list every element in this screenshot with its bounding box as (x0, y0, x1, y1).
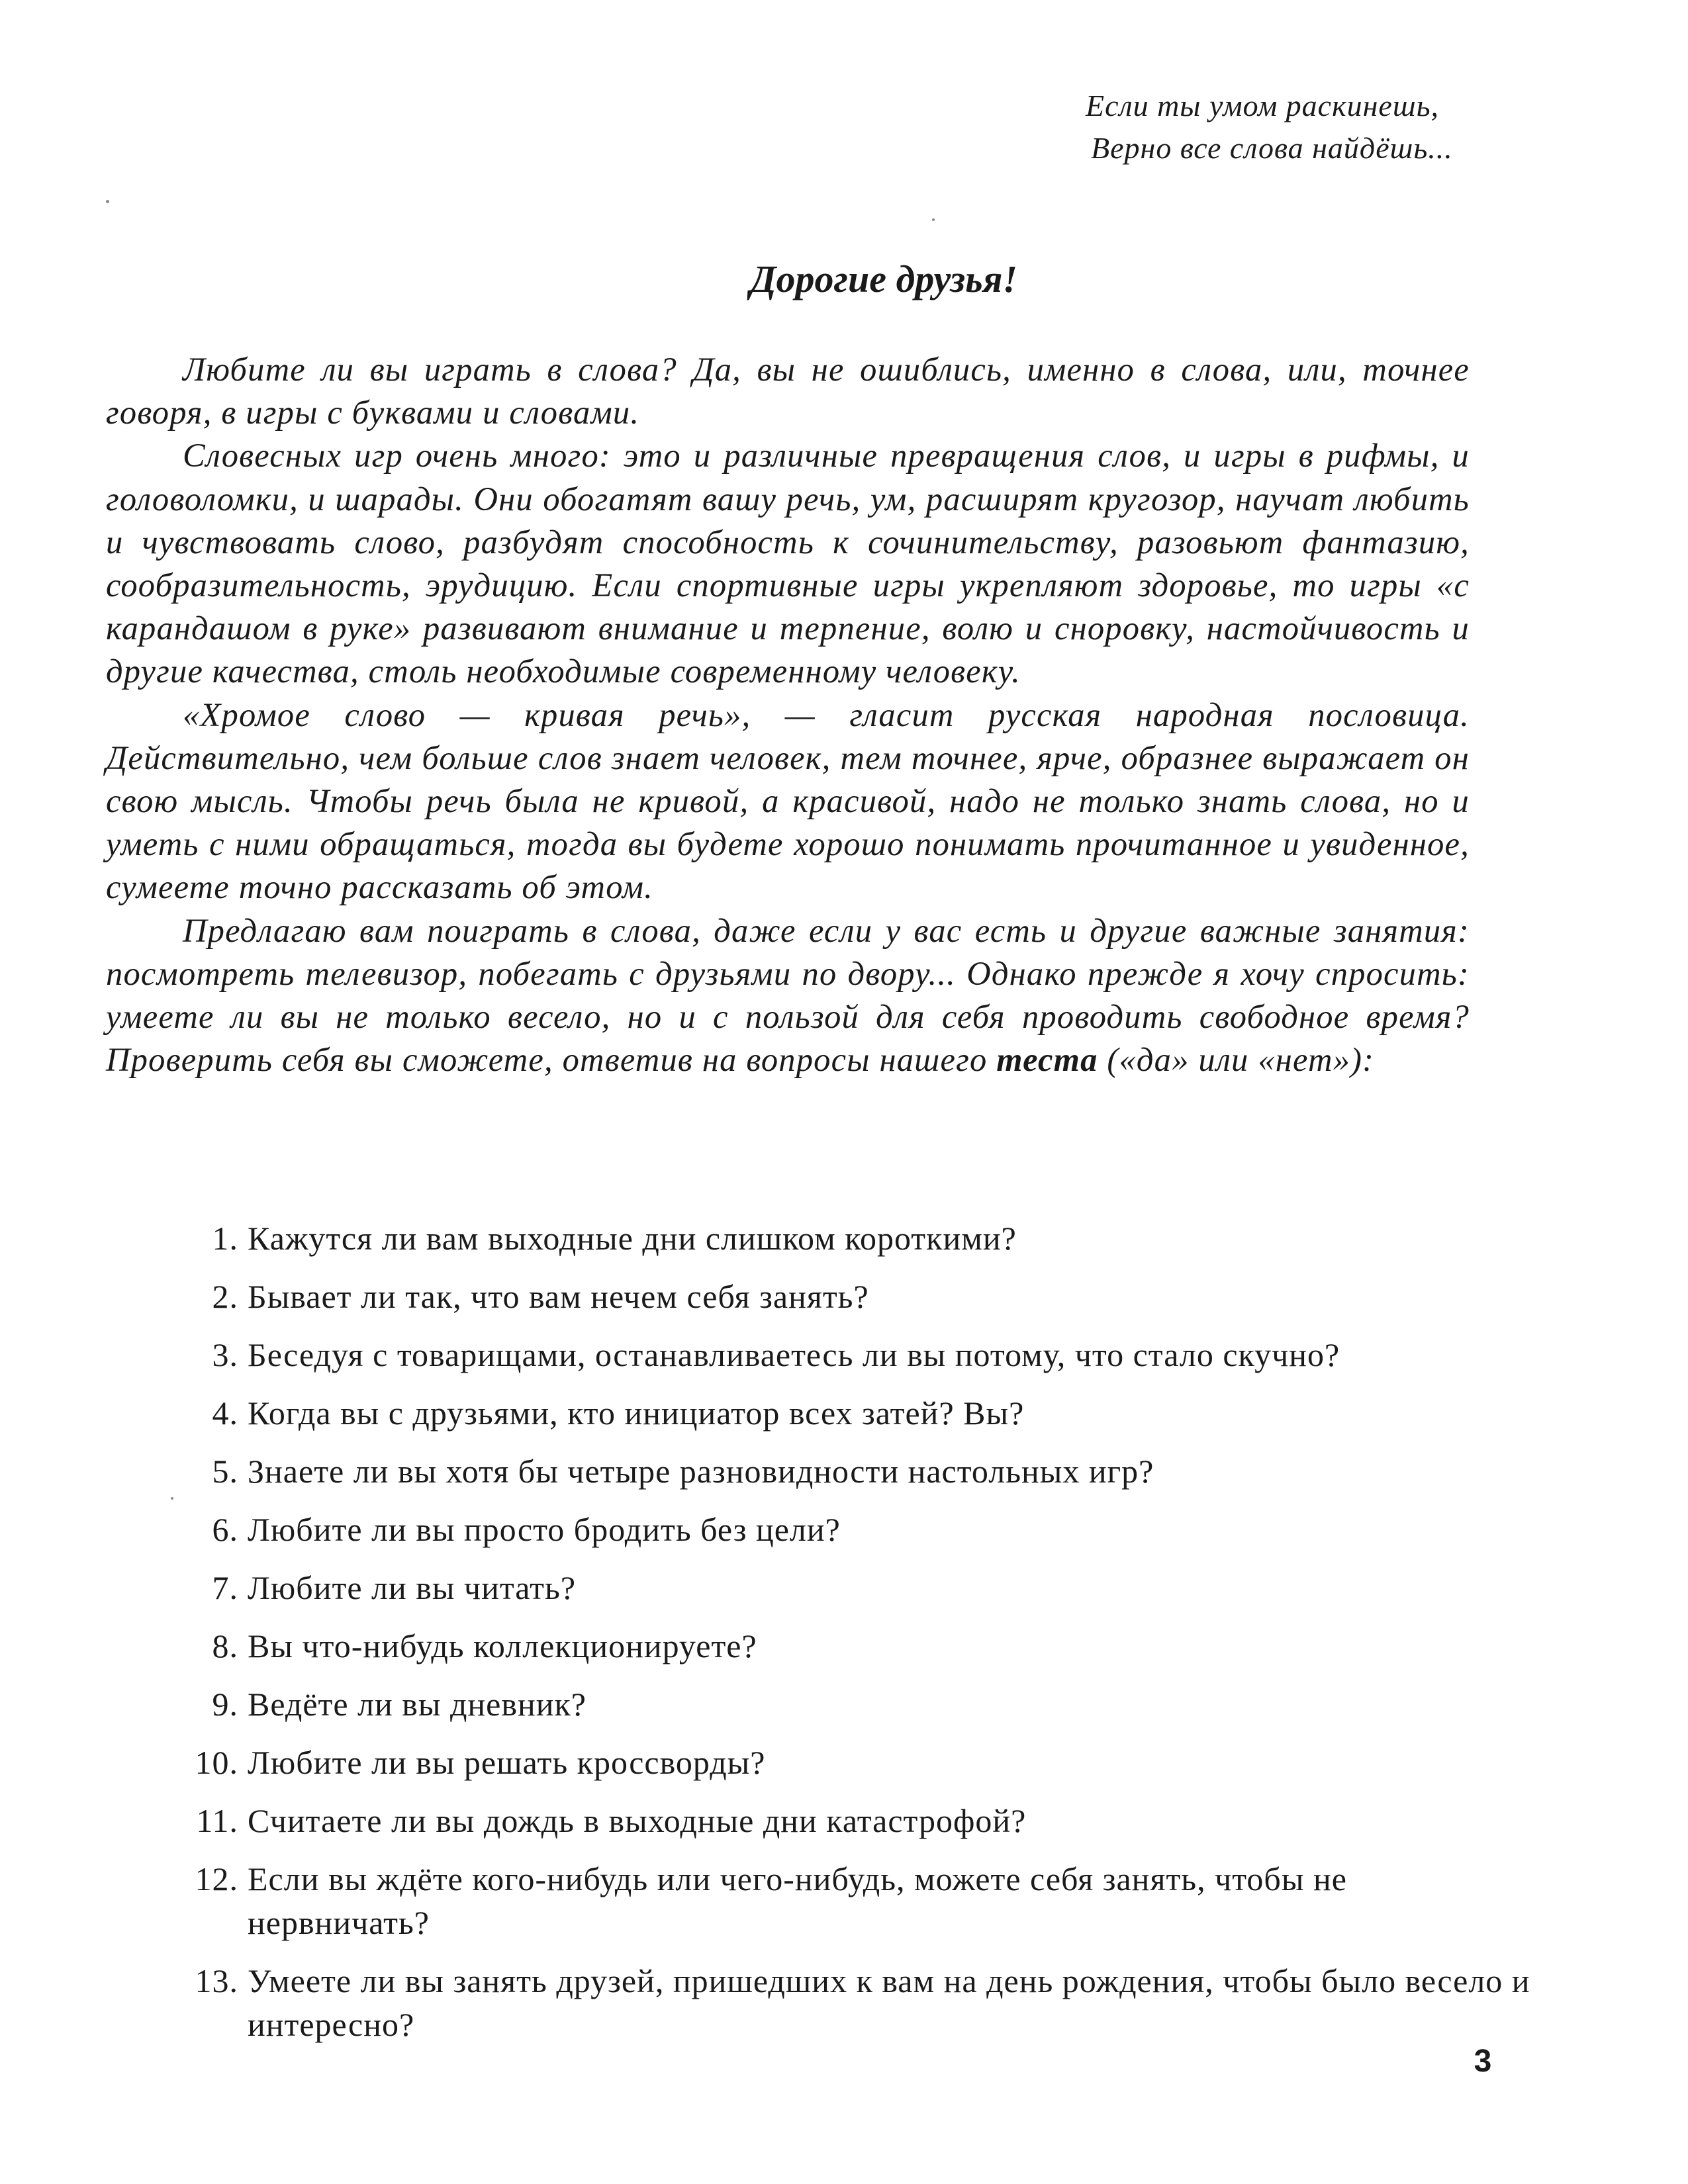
list-item (179, 1799, 1536, 1843)
print-speck (106, 200, 109, 203)
question-text: Считаете ли вы дождь в выходные дни катастрофой? (248, 1802, 1027, 1839)
question-text: Любите ли вы просто бродить без цели? (248, 1511, 841, 1548)
list-item (179, 1216, 1536, 1260)
intro-paragraph: «Хромое слово — кривая речь», — гласит русская народная пословица. Действительно, чем больше слов знает человек, тем точнее, ярче, образнее выражает он свою мысль. Чтобы речь была не кривой, а красивой, надо не только знать слова, но и уметь с ними обращаться, тогда вы будете хорошо понимать прочитанное и увиденное, сумеете точно рассказать об этом. (106, 696, 1470, 906)
question-number: 4. (212, 1394, 238, 1432)
question-number: 3. (212, 1336, 238, 1373)
print-speck (932, 218, 935, 221)
question-number: 1. (212, 1220, 238, 1257)
questions-list (179, 1216, 1536, 2061)
question-text: Ведёте ли вы дневник? (248, 1686, 586, 1723)
list-item (179, 1275, 1536, 1318)
epigraph (1086, 85, 1615, 169)
question-number: 13. (195, 1962, 238, 1999)
list-item (179, 1566, 1536, 1610)
question-number: 9. (212, 1686, 238, 1723)
question-text: Любите ли вы читать? (248, 1569, 577, 1606)
question-text: Если вы ждёте кого-нибудь или чего-нибудь, можете себя занять, чтобы не нервничать? (248, 1860, 1347, 1941)
question-text: Любите ли вы решать кроссворды? (248, 1744, 766, 1781)
print-speck (171, 1497, 173, 1500)
list-item (179, 1391, 1536, 1435)
intro-emphasis: теста (996, 1041, 1098, 1079)
list-item (179, 1682, 1536, 1726)
list-item (179, 1959, 1536, 2046)
list-item (179, 1857, 1536, 1944)
intro-text-run: Предлагаю вам поиграть в слова, даже если у вас есть и другие важные занятия: посмотреть телевизор, побегать с друзьями по двору... Однако прежде я хочу спросить: умеете ли вы не только весело, но и с пользой для себя проводить свободное время? Проверить себя вы сможете, ответив на вопросы нашего (106, 911, 1470, 1079)
question-text: Вы что-нибудь коллекционируете? (248, 1627, 757, 1664)
question-text: Когда вы с друзьями, кто инициатор всех затей? Вы? (248, 1394, 1025, 1432)
question-text: Бывает ли так, что вам нечем себя занять? (248, 1278, 869, 1315)
list-item (179, 1508, 1536, 1551)
question-number: 5. (212, 1453, 238, 1490)
question-number: 6. (212, 1511, 238, 1548)
intro-paragraph: Любите ли вы играть в слова? Да, вы не ошиблись, именно в слова, или, точнее говоря, в игры с буквами и словами. (106, 351, 1470, 432)
list-item (179, 1449, 1536, 1493)
question-text: Беседуя с товарищами, останавливаетесь ли вы потому, что стало скучно? (248, 1336, 1340, 1373)
question-text: Кажутся ли вам выходные дни слишком короткими? (248, 1220, 1017, 1257)
intro-text-run: («да» или «нет»): (1098, 1041, 1375, 1079)
question-number: 7. (212, 1569, 238, 1606)
page-number: 3 (1474, 2044, 1492, 2079)
intro-paragraph: Словесных игр очень много: это и различные превращения слов, и игры в рифмы, и головоломки, и шарады. Они обогатят вашу речь, ум, расширят кругозор, научат любить и чувствовать слово, разбудят способность к сочинительству, разовьют фантазию, сообразительность, эрудицию. Если спортивные игры укрепляют здоровье, то игры «с карандашом в руке» развивают внимание и терпение, волю и сноровку, настойчивость и другие качества, столь необходимые современному человеку. (106, 437, 1470, 690)
epigraph-line-1: Если ты умом раскинешь, (1086, 89, 1440, 122)
list-item (179, 1741, 1536, 1784)
question-number: 10. (195, 1744, 238, 1781)
intro-paragraph (106, 909, 1470, 1082)
list-item (179, 1333, 1536, 1377)
question-text: Знаете ли вы хотя бы четыре разновидности настольных игр? (248, 1453, 1154, 1490)
list-item (179, 1624, 1536, 1668)
question-number: 8. (212, 1627, 238, 1664)
question-text: Умеете ли вы занять друзей, пришедших к вам на день рождения, чтобы было весело и интересно? (248, 1962, 1530, 2043)
question-number: 2. (212, 1278, 238, 1315)
page-title: Дорогие друзья! (749, 257, 1018, 300)
question-number: 12. (195, 1860, 238, 1897)
intro-text (106, 348, 1470, 1081)
epigraph-line-2: Верно все слова найдёшь... (1091, 131, 1453, 165)
question-number: 11. (196, 1802, 238, 1839)
